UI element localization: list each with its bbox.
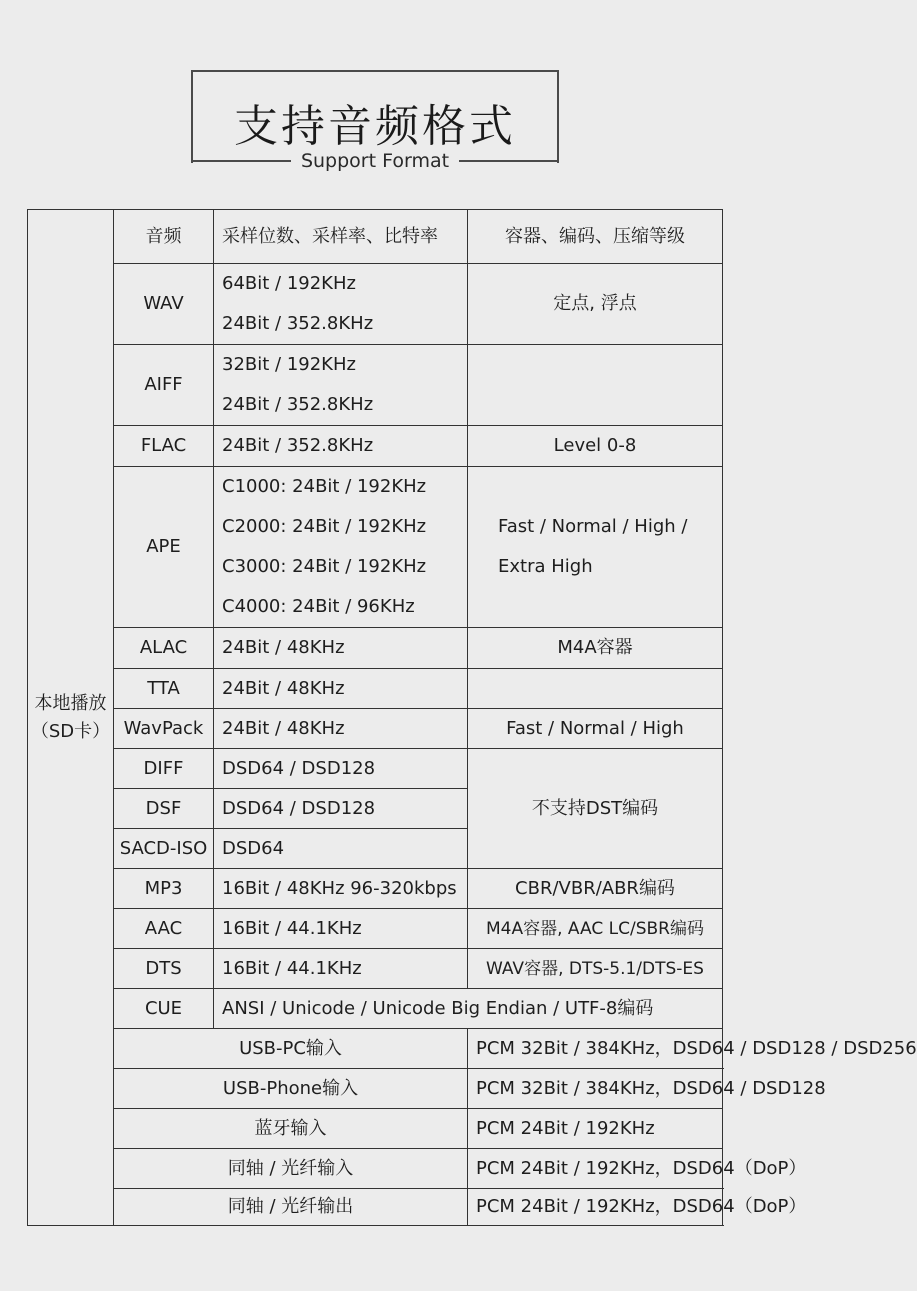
table-row	[28, 426, 723, 467]
local-playback-label	[28, 210, 114, 1226]
input-label: 同轴 / 光纤输出	[114, 1189, 468, 1226]
spec-cell: DSD64 / DSD128	[214, 789, 468, 829]
spec-line: C2000: 24Bit / 192KHz	[222, 516, 427, 537]
input-label: 同轴 / 光纤输入	[114, 1149, 468, 1189]
table-row	[28, 467, 723, 628]
dsd-container-cell: 不支持DST编码	[468, 749, 723, 869]
spec-line: C1000: 24Bit / 192KHz	[222, 476, 427, 497]
input-label: USB-PC输入	[114, 1029, 468, 1069]
spec-cell: DSD64 / DSD128	[214, 749, 468, 789]
input-row	[28, 1189, 723, 1226]
spec-line: C4000: 24Bit / 96KHz	[222, 596, 415, 617]
table-row	[28, 669, 723, 709]
header-audio: 音频	[114, 210, 214, 264]
input-row	[28, 1109, 723, 1149]
container-cell	[468, 345, 723, 426]
divider-left	[191, 160, 291, 162]
format-name: DTS	[114, 949, 214, 989]
container-cell: Fast / Normal / High / Extra High	[468, 467, 723, 628]
input-row	[28, 1029, 723, 1069]
table-header-row	[28, 210, 723, 264]
spec-cell	[214, 467, 468, 628]
spec-line: 24Bit / 352.8KHz	[222, 394, 374, 415]
container-cell	[468, 669, 723, 709]
input-row	[28, 1069, 723, 1109]
title-subline	[191, 150, 559, 172]
header-bits: 采样位数、采样率、比特率	[214, 210, 468, 264]
container-cell: M4A容器, AAC LC/SBR编码	[468, 909, 723, 949]
container-cell: M4A容器	[468, 628, 723, 669]
table-row	[28, 909, 723, 949]
format-name: TTA	[114, 669, 214, 709]
format-name: AAC	[114, 909, 214, 949]
table-row	[28, 628, 723, 669]
spec-cell: 16Bit / 48KHz 96-320kbps	[214, 869, 468, 909]
input-label: 蓝牙输入	[114, 1109, 468, 1149]
format-name: DSF	[114, 789, 214, 829]
input-value: PCM 24Bit / 192KHz，DSD64（DoP）	[468, 1149, 723, 1189]
spec-cell	[214, 345, 468, 426]
format-name: CUE	[114, 989, 214, 1029]
table-row	[28, 749, 723, 789]
header-container: 容器、编码、压缩等级	[468, 210, 723, 264]
local-playback-line1: 本地播放	[34, 692, 107, 714]
spec-cell: 16Bit / 44.1KHz	[214, 949, 468, 989]
input-value: PCM 24Bit / 192KHz	[468, 1109, 723, 1149]
format-name: WAV	[114, 264, 214, 345]
spec-cell: ANSI / Unicode / Unicode Big Endian / UTF-8编码	[214, 989, 723, 1029]
table-row	[28, 989, 723, 1029]
spec-cell: DSD64	[214, 829, 468, 869]
container-cell: 定点, 浮点	[468, 264, 723, 345]
table-row	[28, 264, 723, 345]
spec-cell: 24Bit / 48KHz	[214, 669, 468, 709]
page-subtitle: Support Format	[300, 150, 450, 172]
container-cell: CBR/VBR/ABR编码	[468, 869, 723, 909]
local-playback-line2: （SD卡）	[30, 720, 111, 742]
format-name: APE	[114, 467, 214, 628]
format-table	[27, 209, 917, 1226]
input-label: USB-Phone输入	[114, 1069, 468, 1109]
spec-line: 32Bit / 192KHz	[222, 354, 356, 375]
page-title: 支持音频格式	[234, 101, 516, 152]
input-value: PCM 32Bit / 384KHz，DSD64 / DSD128 / DSD256	[468, 1029, 723, 1069]
format-name: AIFF	[114, 345, 214, 426]
table-row	[28, 949, 723, 989]
input-value: PCM 32Bit / 384KHz，DSD64 / DSD128	[468, 1069, 723, 1109]
spec-cell: 16Bit / 44.1KHz	[214, 909, 468, 949]
format-name: ALAC	[114, 628, 214, 669]
container-cell: Level 0-8	[468, 426, 723, 467]
spec-cell: 24Bit / 48KHz	[214, 709, 468, 749]
input-value: PCM 24Bit / 192KHz，DSD64（DoP）	[468, 1189, 723, 1226]
format-name: DIFF	[114, 749, 214, 789]
format-name: FLAC	[114, 426, 214, 467]
divider-right	[459, 160, 559, 162]
spec-line: 64Bit / 192KHz	[222, 273, 356, 294]
spec-cell: 24Bit / 352.8KHz	[214, 426, 468, 467]
container-cell: WAV容器, DTS-5.1/DTS-ES	[468, 949, 723, 989]
spec-line: C3000: 24Bit / 192KHz	[222, 556, 427, 577]
spec-cell	[214, 264, 468, 345]
table-row	[28, 709, 723, 749]
table-row	[28, 345, 723, 426]
format-name: MP3	[114, 869, 214, 909]
input-row	[28, 1149, 723, 1189]
table-row	[28, 869, 723, 909]
spec-line: 24Bit / 352.8KHz	[222, 313, 374, 334]
container-cell: Fast / Normal / High	[468, 709, 723, 749]
spec-cell: 24Bit / 48KHz	[214, 628, 468, 669]
format-name: SACD-ISO	[114, 829, 214, 869]
format-name: WavPack	[114, 709, 214, 749]
